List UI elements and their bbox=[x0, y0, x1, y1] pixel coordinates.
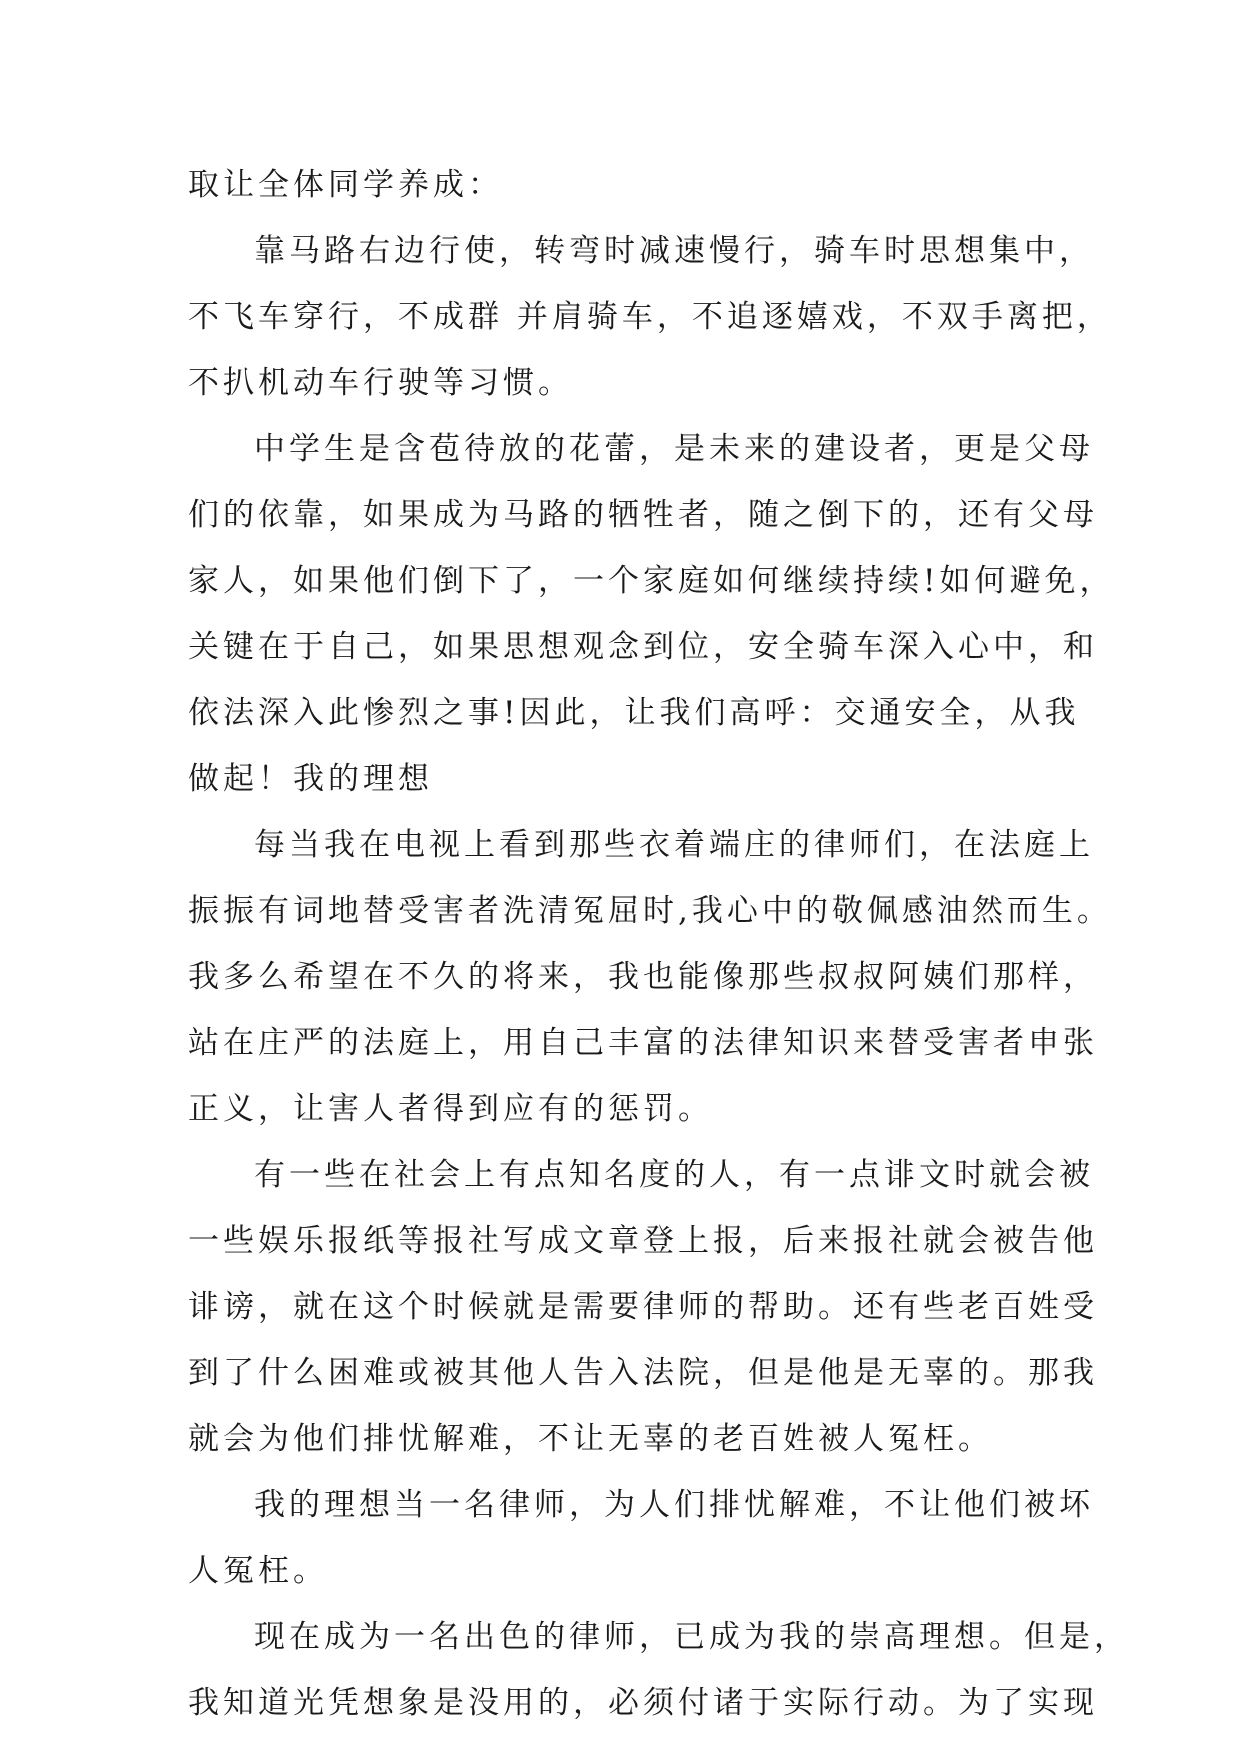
text-line: 家人，如果他们倒下了，一个家庭如何继续持续!如何避免， bbox=[188, 563, 1115, 599]
text-line: 现在成为一名出色的律师，已成为我的崇高理想。但是， bbox=[254, 1619, 1129, 1655]
text-line: 站在庄严的法庭上，用自己丰富的法律知识来替受害者申张 bbox=[188, 1025, 1098, 1061]
text-line: 人冤枉。 bbox=[188, 1553, 328, 1589]
text-line: 每当我在电视上看到那些衣着端庄的律师们，在法庭上 bbox=[254, 827, 1094, 863]
text-line: 一些娱乐报纸等报社写成文章登上报，后来报社就会被告他 bbox=[188, 1223, 1098, 1259]
text-line: 不飞车穿行，不成群 并肩骑车，不追逐嬉戏，不双手离把， bbox=[188, 299, 1112, 335]
text-line: 们的依靠，如果成为马路的牺牲者，随之倒下的，还有父母 bbox=[188, 497, 1098, 533]
text-line: 正义，让害人者得到应有的惩罚。 bbox=[188, 1091, 713, 1127]
text-line: 中学生是含苞待放的花蕾，是未来的建设者，更是父母 bbox=[254, 431, 1094, 467]
text-line: 依法深入此惨烈之事!因此，让我们高呼：交通安全，从我 bbox=[188, 695, 1080, 731]
text-line: 到了什么困难或被其他人告入法院，但是他是无辜的。那我 bbox=[188, 1355, 1098, 1391]
text-line: 我的理想当一名律师，为人们排忧解难，不让他们被坏 bbox=[254, 1487, 1094, 1523]
text-line: 振振有词地替受害者洗清冤屈时,我心中的敬佩感油然而生。 bbox=[188, 893, 1112, 929]
text-line: 我多么希望在不久的将来，我也能像那些叔叔阿姨们那样， bbox=[188, 959, 1098, 995]
text-line: 取让全体同学养成： bbox=[188, 167, 503, 203]
text-line: 不扒机动车行驶等习惯。 bbox=[188, 365, 573, 401]
text-line: 做起！我的理想 bbox=[188, 761, 433, 797]
text-line: 靠马路右边行使，转弯时减速慢行，骑车时思想集中， bbox=[254, 233, 1094, 269]
text-line: 有一些在社会上有点知名度的人，有一点诽文时就会被 bbox=[254, 1157, 1094, 1193]
text-line: 就会为他们排忧解难，不让无辜的老百姓被人冤枉。 bbox=[188, 1421, 993, 1457]
text-line: 我知道光凭想象是没用的，必须付诸于实际行动。为了实现 bbox=[188, 1685, 1098, 1721]
text-line: 关键在于自己，如果思想观念到位，安全骑车深入心中，和 bbox=[188, 629, 1098, 665]
text-line: 诽谤，就在这个时候就是需要律师的帮助。还有些老百姓受 bbox=[188, 1289, 1098, 1325]
document-body bbox=[188, 152, 1129, 1736]
